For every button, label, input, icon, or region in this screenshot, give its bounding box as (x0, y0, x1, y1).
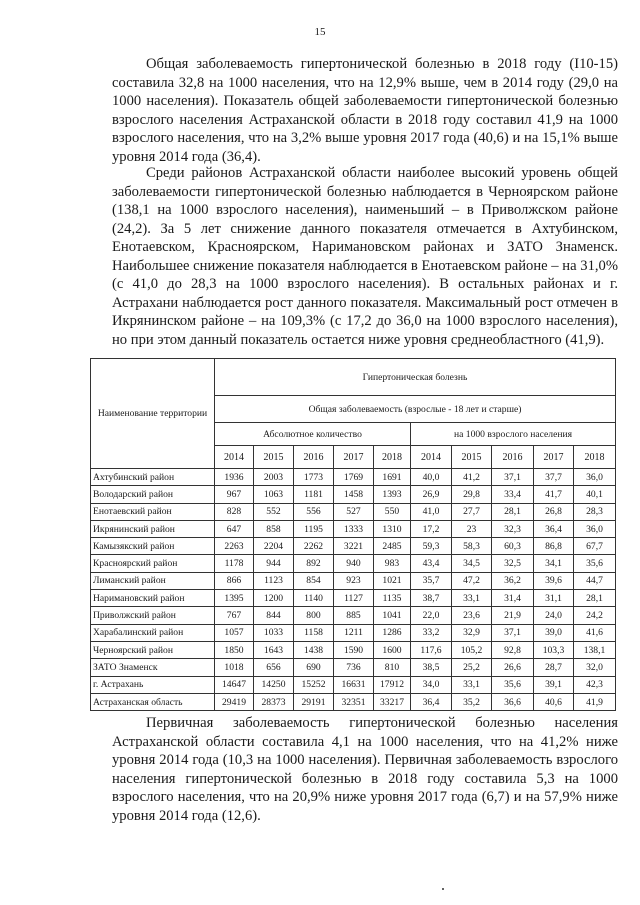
rate-cell: 33,1 (452, 676, 492, 693)
absolute-count-cell: 29419 (215, 693, 254, 710)
rate-cell: 36,0 (574, 520, 616, 537)
absolute-count-cell: 647 (215, 520, 254, 537)
absolute-count-cell: 1333 (334, 520, 374, 537)
rate-header: на 1000 взрослого населения (411, 423, 616, 446)
absolute-count-cell: 2485 (374, 538, 411, 555)
rate-cell: 117,6 (411, 641, 452, 658)
absolute-count-cell: 854 (294, 572, 334, 589)
rate-cell: 40,0 (411, 469, 452, 486)
absolute-count-cell: 1458 (334, 486, 374, 503)
rate-cell: 28,1 (492, 503, 534, 520)
absolute-count-cell: 1123 (254, 572, 294, 589)
rate-cell: 35,7 (411, 572, 452, 589)
rate-cell: 24,2 (574, 607, 616, 624)
absolute-count-cell: 983 (374, 555, 411, 572)
year-header: 2018 (574, 446, 616, 469)
territory-name: Харабалинский район (91, 624, 215, 641)
rate-cell: 31,4 (492, 590, 534, 607)
rate-cell: 41,9 (574, 693, 616, 710)
rate-cell: 60,3 (492, 538, 534, 555)
absolute-count-cell: 1041 (374, 607, 411, 624)
year-header: 2014 (215, 446, 254, 469)
rate-cell: 36,2 (492, 572, 534, 589)
absolute-count-cell: 1181 (294, 486, 334, 503)
rate-cell: 37,1 (492, 469, 534, 486)
table-row (91, 538, 616, 555)
year-header: 2017 (334, 446, 374, 469)
absolute-count-cell: 1140 (294, 590, 334, 607)
rate-cell: 35,6 (492, 676, 534, 693)
absolute-count-cell: 1643 (254, 641, 294, 658)
absolute-count-cell: 1033 (254, 624, 294, 641)
page-number: 15 (314, 26, 326, 38)
absolute-count-cell: 944 (254, 555, 294, 572)
table-row (91, 520, 616, 537)
rate-cell: 34,5 (452, 555, 492, 572)
rate-cell: 32,5 (492, 555, 534, 572)
table-row (91, 486, 616, 503)
absolute-count-cell: 14250 (254, 676, 294, 693)
column-header-territory: Наименование территории (91, 359, 215, 469)
absolute-count-cell: 866 (215, 572, 254, 589)
rate-cell: 36,6 (492, 693, 534, 710)
rate-cell: 86,8 (534, 538, 574, 555)
absolute-count-cell: 1178 (215, 555, 254, 572)
rate-cell: 28,1 (574, 590, 616, 607)
absolute-count-cell: 885 (334, 607, 374, 624)
rate-cell: 17,2 (411, 520, 452, 537)
scan-speck (442, 888, 444, 890)
absolute-count-cell: 33217 (374, 693, 411, 710)
rate-cell: 41,2 (452, 469, 492, 486)
rate-cell: 35,2 (452, 693, 492, 710)
absolute-count-cell: 656 (254, 659, 294, 676)
rate-cell: 36,4 (411, 693, 452, 710)
rate-cell: 32,0 (574, 659, 616, 676)
absolute-count-cell: 1158 (294, 624, 334, 641)
table-row (91, 503, 616, 520)
rate-cell: 42,3 (574, 676, 616, 693)
rate-cell: 27,7 (452, 503, 492, 520)
absolute-count-cell: 2263 (215, 538, 254, 555)
absolute-count-cell: 1590 (334, 641, 374, 658)
rate-cell: 23,6 (452, 607, 492, 624)
table-row (91, 469, 616, 486)
paragraph-general-incidence: Общая заболеваемость гипертонической болезнью в 2018 году (I10-15) составила 32,8 на 1000 населения, что на 12,9% выше, чем в 2014 году (29,0 на 1000 населения). Показатель общей заболеваемости гипертонической болезнью взрослого населения Астраханской области в 2018 году составил 41,9 на 1000 взрослого населения, что на 3,2% выше уровня 2017 года (40,6) и на 15,1% выше уровня 2014 года (36,4). (112, 56, 618, 165)
rate-cell: 33,2 (411, 624, 452, 641)
rate-cell: 23 (452, 520, 492, 537)
year-header: 2016 (492, 446, 534, 469)
rate-cell: 105,2 (452, 641, 492, 658)
territory-name: Володарский район (91, 486, 215, 503)
rate-cell: 33,4 (492, 486, 534, 503)
territory-name: г. Астрахань (91, 676, 215, 693)
rate-cell: 36,0 (574, 469, 616, 486)
table-row (91, 590, 616, 607)
rate-cell: 26,6 (492, 659, 534, 676)
rate-cell: 103,3 (534, 641, 574, 658)
group-header: Общая заболеваемость (взрослые - 18 лет и старше) (215, 396, 616, 423)
absolute-count-cell: 16631 (334, 676, 374, 693)
absolute-count-cell: 28373 (254, 693, 294, 710)
rate-cell: 24,0 (534, 607, 574, 624)
table-row (91, 641, 616, 658)
rate-cell: 41,6 (574, 624, 616, 641)
territory-name: Приволжский район (91, 607, 215, 624)
territory-name: Камызякский район (91, 538, 215, 555)
rate-cell: 39,0 (534, 624, 574, 641)
absolute-count-cell: 1769 (334, 469, 374, 486)
rate-cell: 38,7 (411, 590, 452, 607)
rate-cell: 37,1 (492, 624, 534, 641)
absolute-count-cell: 1021 (374, 572, 411, 589)
rate-cell: 35,6 (574, 555, 616, 572)
rate-cell: 138,1 (574, 641, 616, 658)
paragraph-primary-incidence: Первичная заболеваемость гипертонической болезнью населения Астраханской области составила 4,1 на 1000 населения, что на 41,2% ниже уровня 2014 года (10,3 на 1000 населения). Первичная заболеваемость взрослого населения гипертонической болезнью в 2018 году составила 5,3 на 1000 взрослого населения, что на 20,9% ниже уровня 2017 года (6,7) и на 57,9% ниже уровня 2014 года (12,6). (112, 715, 618, 824)
year-header: 2017 (534, 446, 574, 469)
territory-name: Лиманский район (91, 572, 215, 589)
absolute-count-cell: 736 (334, 659, 374, 676)
rate-cell: 41,7 (534, 486, 574, 503)
absolute-count-cell: 1195 (294, 520, 334, 537)
absolute-count-cell: 967 (215, 486, 254, 503)
absolute-count-cell: 3221 (334, 538, 374, 555)
territory-name: Астраханская область (91, 693, 215, 710)
rate-cell: 41,0 (411, 503, 452, 520)
absolute-count-cell: 690 (294, 659, 334, 676)
table-row (91, 555, 616, 572)
absolute-count-cell: 2204 (254, 538, 294, 555)
year-header: 2016 (294, 446, 334, 469)
year-header: 2015 (254, 446, 294, 469)
rate-cell: 40,1 (574, 486, 616, 503)
absolute-count-cell: 1310 (374, 520, 411, 537)
territory-name: Енотаевский район (91, 503, 215, 520)
table-row (91, 693, 616, 710)
rate-cell: 38,5 (411, 659, 452, 676)
rate-cell: 58,3 (452, 538, 492, 555)
rate-cell: 32,9 (452, 624, 492, 641)
table-row (91, 624, 616, 641)
absolute-count-cell: 15252 (294, 676, 334, 693)
rate-cell: 26,9 (411, 486, 452, 503)
absolute-count-cell: 1600 (374, 641, 411, 658)
absolute-count-cell: 1438 (294, 641, 334, 658)
territory-name: Красноярский район (91, 555, 215, 572)
rate-cell: 31,1 (534, 590, 574, 607)
absolute-count-cell: 1063 (254, 486, 294, 503)
rate-cell: 43,4 (411, 555, 452, 572)
absolute-count-cell: 844 (254, 607, 294, 624)
absolute-count-cell: 940 (334, 555, 374, 572)
rate-cell: 28,3 (574, 503, 616, 520)
absolute-count-cell: 1200 (254, 590, 294, 607)
rate-cell: 59,3 (411, 538, 452, 555)
hypertension-table (90, 358, 616, 711)
rate-cell: 34,1 (534, 555, 574, 572)
rate-cell: 28,7 (534, 659, 574, 676)
table-row (91, 607, 616, 624)
territory-name: Икрянинский район (91, 520, 215, 537)
absolute-count-cell: 14647 (215, 676, 254, 693)
year-header: 2014 (411, 446, 452, 469)
rate-cell: 36,4 (534, 520, 574, 537)
absolute-count-cell: 810 (374, 659, 411, 676)
absolute-count-cell: 1773 (294, 469, 334, 486)
absolute-count-cell: 1135 (374, 590, 411, 607)
disease-header: Гипертоническая болезнь (215, 359, 616, 396)
rate-cell: 37,7 (534, 469, 574, 486)
rate-cell: 29,8 (452, 486, 492, 503)
absolute-count-cell: 1018 (215, 659, 254, 676)
paragraph-districts: Среди районов Астраханской области наиболее высокий уровень общей заболеваемости гипертонической болезнью наблюдается в Черноярском районе (138,1 на 1000 взрослого населения), наименьший – в Приволжском районе (24,2). За 5 лет снижение данного показателя отмечается в Ахтубинском, Енотаевском, Красноярском, Наримановском районах и ЗАТО Знаменск. Наибольшее снижение показателя наблюдается в Енотаевском районе – на 31,0% (с 41,0 до 28,3 на 1000 взрослого населения). В остальных районах и г. Астрахани наблюдается рост данного показателя. Максимальный рост отмечен в Икрянинском районе – на 109,3% (с 17,2 до 36,0 на 1000 взрослого населения), но при этом данный показатель остается ниже уровня среднеобластного (41,9). (112, 165, 618, 348)
rate-cell: 39,1 (534, 676, 574, 693)
absolute-count-header: Абсолютное количество (215, 423, 411, 446)
table-row (91, 572, 616, 589)
absolute-count-cell: 550 (374, 503, 411, 520)
absolute-count-cell: 1691 (374, 469, 411, 486)
absolute-count-cell: 552 (254, 503, 294, 520)
rate-cell: 47,2 (452, 572, 492, 589)
table-row (91, 659, 616, 676)
absolute-count-cell: 2262 (294, 538, 334, 555)
absolute-count-cell: 2003 (254, 469, 294, 486)
rate-cell: 34,0 (411, 676, 452, 693)
absolute-count-cell: 800 (294, 607, 334, 624)
rate-cell: 44,7 (574, 572, 616, 589)
territory-name: Наримановский район (91, 590, 215, 607)
rate-cell: 26,8 (534, 503, 574, 520)
absolute-count-cell: 923 (334, 572, 374, 589)
absolute-count-cell: 767 (215, 607, 254, 624)
absolute-count-cell: 1395 (215, 590, 254, 607)
territory-name: Черноярский район (91, 641, 215, 658)
absolute-count-cell: 1211 (334, 624, 374, 641)
absolute-count-cell: 17912 (374, 676, 411, 693)
rate-cell: 21,9 (492, 607, 534, 624)
absolute-count-cell: 1057 (215, 624, 254, 641)
absolute-count-cell: 1393 (374, 486, 411, 503)
rate-cell: 67,7 (574, 538, 616, 555)
rate-cell: 25,2 (452, 659, 492, 676)
absolute-count-cell: 1286 (374, 624, 411, 641)
rate-cell: 40,6 (534, 693, 574, 710)
territory-name: Ахтубинский район (91, 469, 215, 486)
absolute-count-cell: 1936 (215, 469, 254, 486)
table-row (91, 676, 616, 693)
absolute-count-cell: 1127 (334, 590, 374, 607)
absolute-count-cell: 828 (215, 503, 254, 520)
rate-cell: 32,3 (492, 520, 534, 537)
absolute-count-cell: 527 (334, 503, 374, 520)
absolute-count-cell: 892 (294, 555, 334, 572)
rate-cell: 39,6 (534, 572, 574, 589)
absolute-count-cell: 1850 (215, 641, 254, 658)
year-header: 2015 (452, 446, 492, 469)
rate-cell: 92,8 (492, 641, 534, 658)
absolute-count-cell: 858 (254, 520, 294, 537)
absolute-count-cell: 556 (294, 503, 334, 520)
absolute-count-cell: 32351 (334, 693, 374, 710)
rate-cell: 33,1 (452, 590, 492, 607)
rate-cell: 22,0 (411, 607, 452, 624)
year-header: 2018 (374, 446, 411, 469)
territory-name: ЗАТО Знаменск (91, 659, 215, 676)
absolute-count-cell: 29191 (294, 693, 334, 710)
